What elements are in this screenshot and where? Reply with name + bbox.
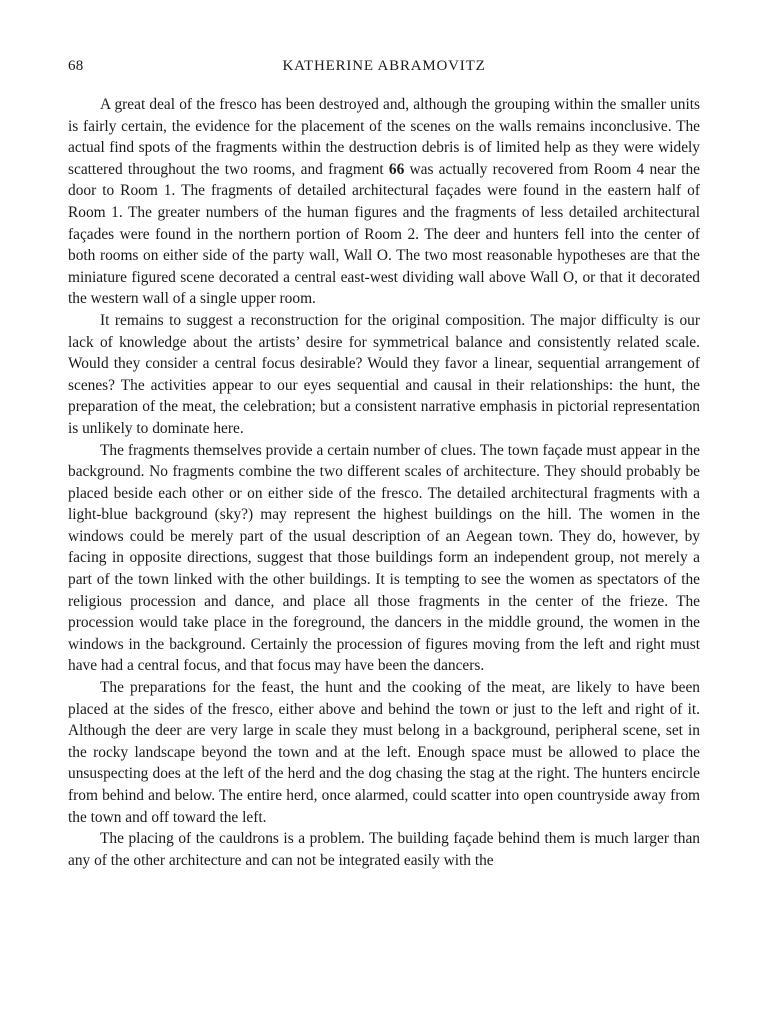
paragraph-1-text-end: was actually recovered from Room 4 near the door to Room 1. The fragments of detailed architectural façades were found in the eastern half of Room 1. The greater numbers of the human figures and the fragments of less detailed architectural façades were found in the northern portion of Room 2. The deer and hunters fell into the center of both rooms on either side of the party wall, Wall O. The two most reasonable hypotheses are that the miniature figured scene decorated a central east-west dividing wall above Wall O, or that it decorated the western wall of a single upper room.: [68, 160, 700, 308]
paragraph-2: It remains to suggest a reconstruction for the original composition. The major difficulty is our lack of knowledge about the artists’ desire for symmetrical balance and consistently related scale. Would they consider a central focus desirable? Would they favor a linear, sequential arrangement of scenes? The activities appear to our eyes sequential and causal in their relationships: the hunt, the preparation of the meat, the celebration; but a consistent narrative emphasis in pictorial representation is unlikely to dominate here.: [68, 311, 700, 437]
page-number: 68: [68, 58, 84, 74]
page: [68, 58, 700, 871]
paragraph-3: The fragments themselves provide a certain number of clues. The town façade must appear in the background. No fragments combine the two different scales of architecture. They should probably be placed beside each other or on either side of the fresco. The detailed architectural fragments with a light-blue background (sky?) may represent the highest buildings on the hill. The women in the windows could be merely part of the usual description of an Aegean town. They do, however, by facing in opposite directions, suggest that those buildings form an independent group, not merely a part of the town linked with the other buildings. It is tempting to see the women as spectators of the religious procession and dance, and place all those fragments in the center of the frieze. The procession would take place in the foreground, the dancers in the middle ground, the women in the windows in the background. Certainly the procession of figures moving from the left and right must have had a central focus, and that focus may have been the dancers.: [68, 441, 700, 675]
paragraph-1-text-start: A great deal of the fresco has been destroyed and, although the grouping within the smaller units is fairly certain, the evidence for the placement of the scenes on the walls remains inconclusive. The actual find spots of the fragments within the destruction debris is of limited help as they were widely scattered throughout the two rooms, and fragment: [68, 96, 700, 178]
running-head: [68, 58, 700, 84]
running-head-author: KATHERINE ABRAMOVITZ: [282, 58, 486, 74]
paragraph-5: The placing of the cauldrons is a problem. The building façade behind them is much larger than any of the other architecture and can not be integrated easily with the: [68, 830, 700, 869]
paragraph-1: [68, 94, 700, 310]
fragment-number: 66: [388, 160, 405, 178]
paragraph-4: The preparations for the feast, the hunt and the cooking of the meat, are likely to have been placed at the sides of the fresco, either above and behind the town or just to the left and right of it. Although the deer are very large in scale they must belong in a background, peripheral scene, set in the rocky landscape beyond the town and at the left. Enough space must be allowed to place the unsuspecting does at the left of the herd and the dog chasing the stag at the right. The hunters encircle from behind and below. The entire herd, once alarmed, could scatter into open countryside away from the town and off toward the left.: [68, 679, 700, 826]
body-text: [68, 94, 700, 871]
